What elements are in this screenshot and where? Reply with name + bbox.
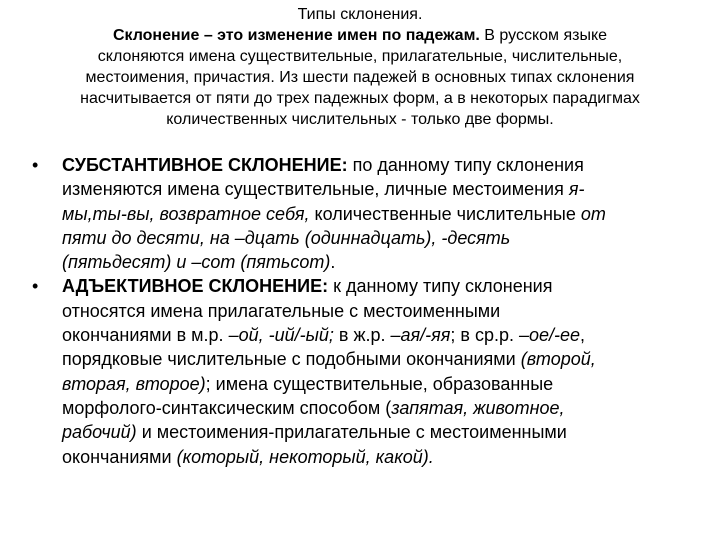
substantive-example: мы,ты-вы, возвратное себя,	[62, 203, 310, 224]
substantive-line-3	[62, 202, 720, 226]
adjectival-example: –ое/-ее	[518, 325, 581, 346]
substantive-text: по данному типу склонения	[347, 155, 584, 175]
adjectival-text: порядковые числительные с подобными окончаниями	[62, 349, 521, 370]
adjectival-text: и местоимения-прилагательные с местоименными	[136, 422, 567, 443]
adjectival-text: морфолого-синтаксическим способом (	[62, 397, 392, 418]
adjectival-term: АДЪЕКТИВНОЕ СКЛОНЕНИЕ:	[62, 276, 329, 297]
adjectival-line-6	[62, 396, 720, 420]
substantive-term: СУБСТАНТИВНОЕ СКЛОНЕНИЕ:	[62, 155, 348, 175]
substantive-text: изменяются имена существительные, личные местоимения	[62, 179, 569, 200]
adjectival-text: окончаниями в м.р.	[62, 325, 229, 346]
substantive-line-4: пяти до десяти, на –дцать (одиннадцать), -десять	[62, 227, 511, 248]
adjectival-example: –ая/-яя	[390, 325, 451, 346]
adjectival-example: запятая, животное,	[391, 397, 565, 418]
adjectival-text: в ж.р.	[333, 325, 391, 346]
slide-title: Типы склонения.	[297, 6, 423, 23]
intro-line-6: количественных числительных - только две формы.	[166, 111, 554, 128]
substantive-example: (пятьдесят) и –сот (пятьсот)	[62, 252, 331, 273]
adjectival-line-4	[62, 347, 720, 371]
adjectival-example: (который, некоторый, какой).	[176, 446, 434, 467]
adjectival-line-5	[62, 372, 720, 396]
intro-paragraph	[30, 4, 690, 130]
adjectival-example: вторая, второе)	[62, 373, 206, 394]
definition-line	[30, 25, 690, 46]
adjectival-line-7	[62, 420, 720, 444]
adjectival-text: ,	[580, 325, 586, 346]
adjectival-text: ; в ср.р.	[450, 325, 519, 346]
substantive-text: .	[330, 252, 336, 273]
substantive-line-2	[62, 177, 720, 201]
bullet-marker: •	[32, 155, 39, 175]
intro-line-4: местоимения, причастия. Из шести падежей в основных типах склонения	[85, 69, 635, 86]
definition-rest: В русском языке	[479, 27, 608, 44]
adjectival-example: рабочий)	[62, 422, 137, 443]
intro-line-5: насчитывается от пяти до трех падежных форм, а в некоторых парадигмах	[80, 90, 640, 107]
intro-line-3: склоняются имена существительные, прилагательные, числительные,	[97, 48, 623, 65]
adjectival-example: (второй,	[520, 349, 596, 370]
adjectival-line-8	[62, 445, 720, 469]
substantive-line-5	[62, 250, 720, 274]
bullet-adjectival	[0, 274, 720, 468]
substantive-text: количественные числительные	[309, 203, 581, 224]
adjectival-text: ; имена существительные, образованные	[205, 373, 554, 394]
bullet-list	[0, 153, 720, 469]
adjectival-example: –ой, -ий/-ый;	[228, 325, 334, 346]
adjectival-line-1	[62, 274, 720, 298]
bullet-substantive	[0, 153, 720, 274]
adjectival-line-2: относятся имена прилагательные с местоименными	[62, 300, 501, 321]
substantive-line-1	[62, 153, 720, 177]
bullet-marker: •	[32, 276, 39, 297]
substantive-example: от	[580, 203, 606, 224]
definition-bold: Склонение – это изменение имен по падежам.	[112, 27, 480, 44]
substantive-example: я-	[568, 179, 585, 200]
adjectival-text: окончаниями	[62, 446, 177, 467]
adjectival-text: к данному типу склонения	[328, 276, 553, 297]
adjectival-line-3	[62, 323, 720, 347]
